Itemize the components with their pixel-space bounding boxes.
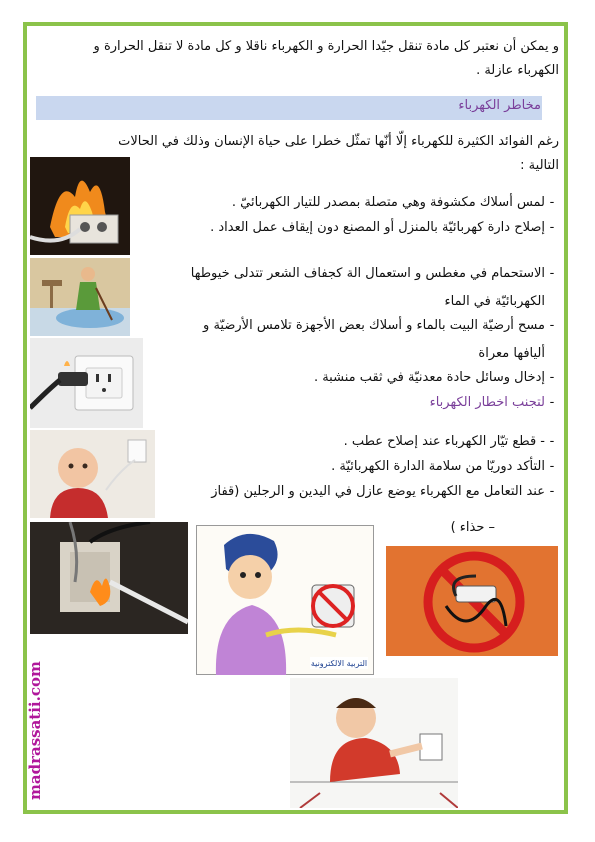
toddler-outlet-image <box>290 678 458 808</box>
lead-line-1: رغم الفوائد الكثيرة للكهرباء إلّا أنّها تمثّل خطرا على حياة الإنسان وذلك في الحالات <box>118 134 559 149</box>
danger-text-4b: أليافها معراة <box>478 346 545 361</box>
tip-text-3: عند التعامل مع الكهرباء يوضع عازل في اليدين و الرجلين (قفاز <box>211 484 545 499</box>
danger-text-2: إصلاح دارة كهربائيّة بالمنزل أو المصنع دون إيقاف عمل العداد . <box>210 220 545 235</box>
danger-text-3a: الاستحمام في مغطس و استعمال الة كجفاف الشعر تتدلى خيوطها <box>190 266 545 281</box>
tip-item-1: -- قطع تيّار الكهرباء عند إصلاح عطب . <box>343 434 555 449</box>
intro-line-2: الكهرباء عازلة . <box>476 63 559 78</box>
wall-outlet-image <box>30 338 143 428</box>
tip-item-2: -التأكد دوريّا من سلامة الدارة الكهربائيّة . <box>331 459 555 474</box>
overloaded-plug-image <box>30 522 188 634</box>
danger-item-5: -إدخال وسائل حادة معدنيّة في ثقب منشبة . <box>313 370 555 385</box>
danger-item-1: -لمس أسلاك مكشوفة وهي متصلة بمصدر للتيار الكهربائيّ . <box>231 195 555 210</box>
tip-text-3b: – حذاء ) <box>450 520 495 535</box>
danger-item-2: -إصلاح دارة كهربائيّة بالمنزل أو المصنع دون إيقاف عمل العداد . <box>210 220 555 235</box>
tip-item-3: -عند التعامل مع الكهرباء يوضع عازل في اليدين و الرجلين (قفاز <box>211 484 555 499</box>
section-title: مخاطر الكهرباء <box>458 98 541 113</box>
tip-text-1: - قطع تيّار الكهرباء عند إصلاح عطب . <box>343 434 545 449</box>
lead-line-2: التالية : <box>520 158 559 173</box>
avoid-heading: -لتجنب اخطار الكهرباء <box>429 395 555 410</box>
avoid-title: لتجنب اخطار الكهرباء <box>429 395 545 410</box>
baby-socket-image <box>30 430 155 518</box>
danger-text-3b: الكهربائيّة في الماء <box>444 294 545 309</box>
cartoon-caption: التربية الالكترونية <box>310 659 368 668</box>
danger-item-3: -الاستحمام في مغطس و استعمال الة كجفاف الشعر تتدلى خيوطها <box>190 266 555 281</box>
prohibited-cords-image <box>386 546 558 656</box>
tip-text-2: التأكد دوريّا من سلامة الدارة الكهربائيّة . <box>331 459 545 474</box>
danger-item-4: -مسح أرضيّة البيت بالماء و أسلاك بعض الأجهزة تلامس الأرضيّة و <box>203 318 555 333</box>
danger-text-1: لمس أسلاك مكشوفة وهي متصلة بمصدر للتيار الكهربائيّ . <box>231 195 545 210</box>
cartoon-boy-outlet-image <box>196 525 374 675</box>
tip-item-3-cont <box>395 516 495 540</box>
site-watermark: madrassatii.com <box>26 661 44 800</box>
danger-text-5: إدخال وسائل حادة معدنيّة في ثقب منشبة . <box>313 370 545 385</box>
mopping-floor-image <box>30 258 130 336</box>
danger-text-4a: مسح أرضيّة البيت بالماء و أسلاك بعض الأجهزة تلامس الأرضيّة و <box>203 318 545 333</box>
burning-socket-image <box>30 157 130 255</box>
intro-line-1: و يمكن أن نعتبر كل مادة تنقل جيّدا الحرارة و الكهرباء ناقلا و كل مادة لا تنقل الحرارة و <box>93 39 559 54</box>
